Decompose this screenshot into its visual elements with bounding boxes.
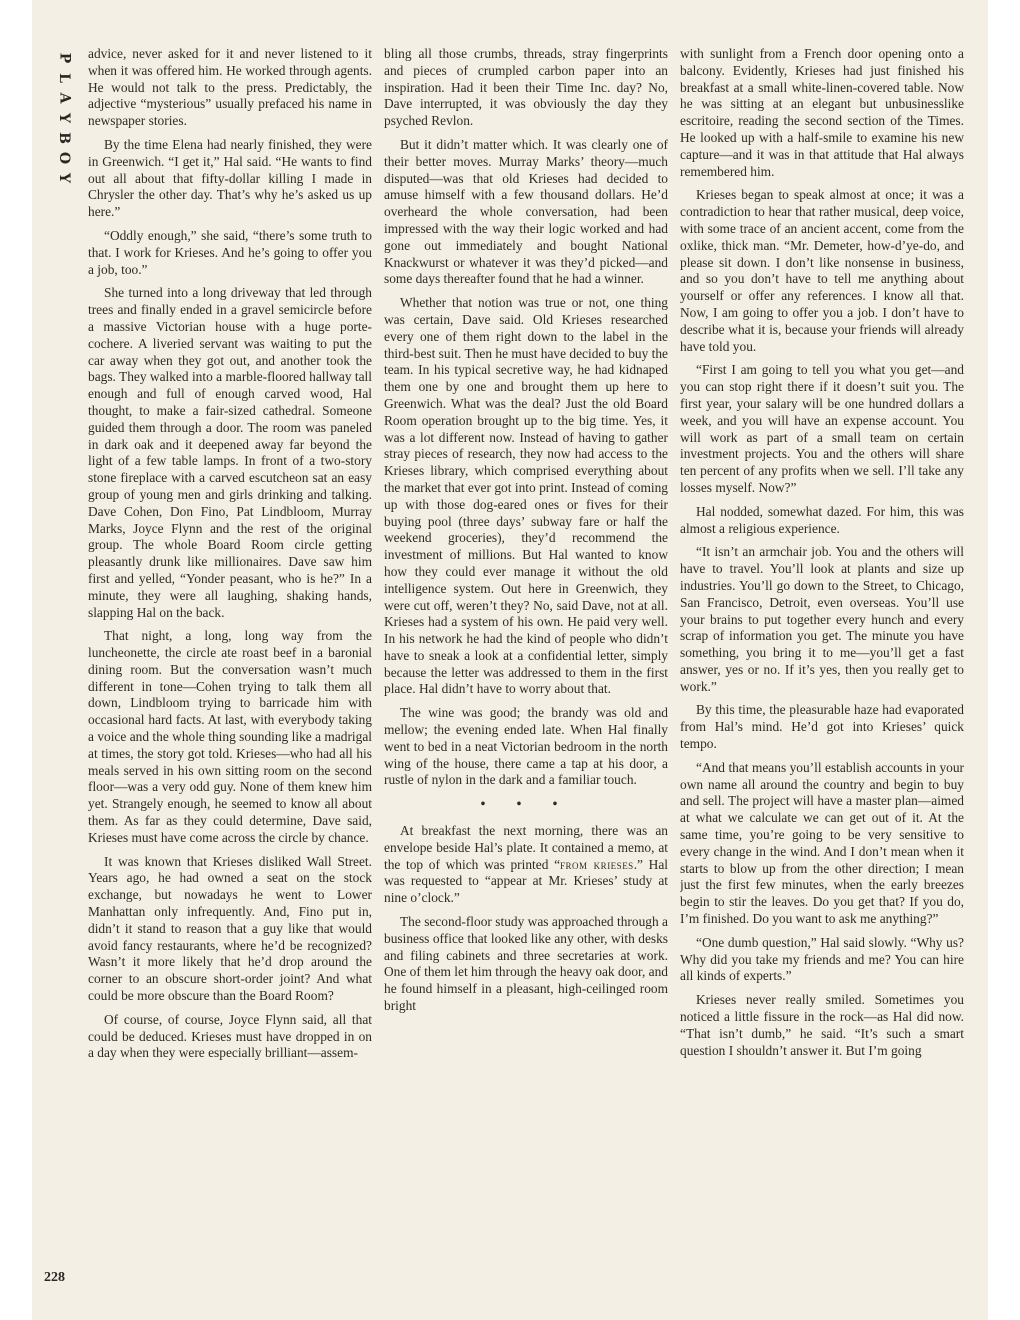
paragraph (384, 823, 668, 907)
paragraph: That night, a long, long way from the luncheonette, the circle ate roast beef in a baronial dining room. But the conversation wasn’t much different in tone—Cohen trying to talk them all down, Lindbloom trying to barricade him with occasional hard facts. At last, with everybody taking a voice and the whole thing sounding like a madrigal at times, the story got told. Krieses—who had all his meals served in his own sitting room on the second floor—was a very odd guy. None of them knew him yet. Strangely enough, he seemed to know all about them. As far as they could determine, Dave said, Krieses must have come across the circle by chance. (88, 628, 372, 845)
side-title-letter: P (56, 52, 72, 64)
paragraph: “First I am going to tell you what you get—and you can stop right there if it doesn’t suit you. The first year, your salary will be one hundred dollars a week, and you will have an expense account. You will work as part of a small team on certain investment projects. You and the others will share ten percent of any profits when we sell. I’ll take any losses myself. Now?” (680, 362, 964, 495)
paragraph: Whether that notion was true or not, one thing was certain, Dave said. Old Krieses researched every one of them right down to the label in the third-best suit. Then he must have decided to buy the team. In his typical secretive way, he had kidnaped them one by one and brought them up here to Greenwich. What was the deal? Just the old Board Room operation brought up to the big time. Yes, it was a lot different now. Instead of having to gather stray pieces of research, they now had access to the Krieses library, which comprised everything about the market that ever got into print. Instead of coming up with those dog-eared ones or fives for their buying pool (three days’ subway fare or half the weekend groceries), they’d recommend the investment of millions. But Hal wanted to know how they could ever manage it without the old intelligence system. Out here in Greenwich, they were cut off, weren’t they? No, said Dave, not at all. Krieses had a system of his own. He paid very well. In his network he had the kind of people who didn’t have to sneak a look at a confidential letter, simply because the letter was addressed to them in the first place. Hal didn’t have to worry about that. (384, 295, 668, 697)
paragraph: Of course, of course, Joyce Flynn said, all that could be deduced. Krieses must have dropped in on a day when they were especially brilliant—assem- (88, 1011, 372, 1061)
text-column-1 (88, 46, 372, 1296)
paragraph: “And that means you’ll establish accounts in your own name all around the country and begin to buy and sell. The project will have a master plan—aimed at what we calculate we can get out of it. At the same time, you’re going to be very sensitive to every change in the wind. And I don’t mean when it starts to blow up from the other direction; I mean just the first few minutes, when the early breezes begin to stir the leaves. Do you get that? If you do, I’m finished. Do you want to ask me anything?” (680, 759, 964, 927)
paragraph: “Oddly enough,” she said, “there’s some truth to that. I work for Krieses. And he’s going to offer you a job, too.” (88, 227, 372, 277)
side-title-letter: Y (56, 113, 72, 123)
side-title-letter: Y (56, 173, 72, 183)
paragraph: with sunlight from a French door opening onto a balcony. Evidently, Krieses had just finished his breakfast at a small white-linen-covered table. Now he was sitting at an elegant but unbusinesslike escritoire, reading the second section of the Times. He looked up with a half-smile to examine his new capture—and it was in that attitude that Hal always remembered him. (680, 46, 964, 179)
paragraph: “It isn’t an armchair job. You and the others will have to travel. You’ll look at plants and size up industries. You’ll go down to the Street, to Chicago, San Francisco, Detroit, even overseas. You’ll use your brains to put together every hunch and every scrap of information you get. The minute you have something, you bring it to me—you’ll get a fast answer, yes or no. If it’s yes, then you really get to work.” (680, 544, 964, 694)
text-run: At breakfast the next morning, there was an envelope beside Hal’s plate. It contained a memo, at the top of which was printed “ (384, 823, 668, 872)
side-title-letter: B (56, 132, 72, 144)
side-title-letter: L (56, 73, 72, 83)
side-title-letter: O (55, 151, 72, 165)
paragraph: Hal nodded, somewhat dazed. For him, this was almost a religious experience. (680, 503, 964, 536)
memo-heading: from krieses (560, 856, 634, 872)
paragraph: But it didn’t matter which. It was clearly one of their better moves. Murray Marks’ theory—much disputed—was that old Krieses had decided to amuse himself with a few thousand dollars. He’d overheard the whole conversation, had been impressed with the way their logic worked and had gone out immediately and bought National Knackwurst or whatever it was they’d picked—and some days thereafter found that he had a winner. (384, 136, 668, 287)
side-title-letter: A (56, 92, 72, 104)
page-number: 228 (44, 1270, 65, 1285)
paragraph: By this time, the pleasurable haze had evaporated from Hal’s mind. He’d got into Krieses’ quick tempo. (680, 702, 964, 752)
text-column-3 (680, 46, 964, 1296)
text-column-2 (384, 46, 668, 1296)
paragraph: The second-floor study was approached through a business office that looked like any other, with desks and filing cabinets and three secretaries at work. One of them let him through the heavy oak door, and he found himself in a pleasant, high-ceilinged room bright (384, 914, 668, 1014)
paragraph: Krieses never really smiled. Sometimes you noticed a little fissure in the rock—as Hal did now. “That isn’t dumb,” he said. “It’s such a smart question I shouldn’t answer it. But I’m going (680, 992, 964, 1058)
paragraph: The wine was good; the brandy was old and mellow; the evening ended late. When Hal finally went to bed in a neat Victorian bedroom in the north wing of the house, there came a tap at his door, a rustle of nylon in the dark and a familiar touch. (384, 705, 668, 788)
paragraph: bling all those crumbs, threads, stray fingerprints and pieces of crumpled carbon paper into an inspiration. Had it been their Time Inc. day? No, Dave interrupted, it was obviously the day they psyched Revlon. (384, 46, 668, 129)
paragraph: It was known that Krieses disliked Wall Street. Years ago, he had owned a seat on the stock exchange, but nowadays he went to Lower Manhattan only infrequently. And, Fino put in, didn’t it stand to reason that a guy like that would avoid fancy restaurants, where he’d be recognized? Wasn’t it more likely that he’d drop around the corner to an obscure short-order joint? And what could be more obscure than the Board Room? (88, 853, 372, 1004)
paragraph: She turned into a long driveway that led through trees and finally ended in a gravel semicircle before a massive Victorian house with a huge porte-cochere. A liveried servant was waiting to put the car away when they got out, and another took the bags. They walked into a marble-floored hallway tall enough and full of enough carved wood, Hal thought, to make a fair-sized cathedral. Someone guided them through a door. The room was paneled in dark oak and it deepened away far beyond the light of a few table lamps. In front of a two-story stone fireplace with a carved escutcheon sat an easy group of young men and girls drinking and talking. Dave Cohen, Don Fino, Pat Lindbloom, Murray Marks, Joyce Flynn and the rest of the original group. The whole Board Room circle getting pleasantly drunk like millionaires. Dave saw him first and yelled, “Yonder peasant, who is he?” In a minute, they were all laughing, shaking hands, slapping Hal on the back. (88, 285, 372, 620)
paragraph: “One dumb question,” Hal said slowly. “Why us? Why did you take my friends and me? You can hire all kinds of experts.” (680, 934, 964, 984)
paragraph: advice, never asked for it and never listened to it when it was offered him. He worked through agents. He would not talk to the press. Predictably, the adjective “mysterious” usually prefaced his name in newspaper stories. (88, 46, 372, 129)
paragraph: By the time Elena had nearly finished, they were in Greenwich. “I get it,” Hal said. “He wants to find out all about that fifty-dollar killing I made in Chrysler the other day. That’s why he’s asked us up here.” (88, 136, 372, 220)
text-run: .” Hal was requested to “appear at Mr. Krieses’ study at nine o’clock.” (384, 856, 668, 906)
section-break: • • • (480, 796, 572, 812)
magazine-side-title (54, 48, 74, 188)
paragraph: Krieses began to speak almost at once; it was a contradiction to hear that rather musical, deep voice, with some trace of an ancient accent, come from the oxlike, thick man. “Mr. Demeter, how-d’ye-do, and please sit down. I don’t like nonsense in business, and so you don’t have to tell me anything about yourself or offer any references. I know all that. Now, I am going to offer you a job. I don’t have to describe what it is, because your friends will already have told you. (680, 187, 964, 354)
